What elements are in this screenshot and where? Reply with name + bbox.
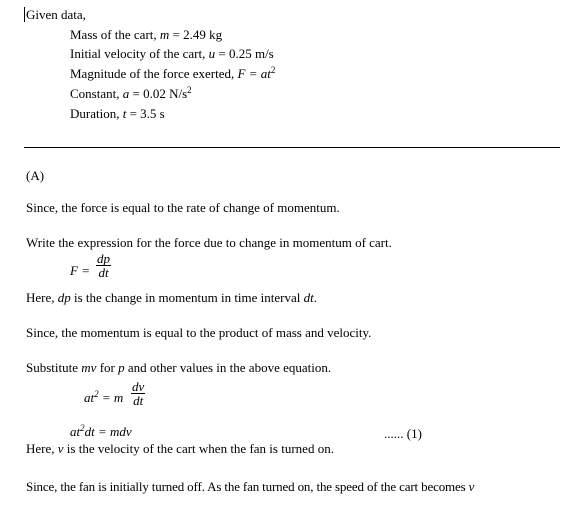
given-force-exp: 2 <box>270 65 276 75</box>
eq1-numerator: dp <box>97 251 110 266</box>
part-a-label: (A) <box>26 168 45 183</box>
line3-var2: dt <box>303 290 314 305</box>
line3-a: Here, <box>26 290 55 305</box>
line5-a: Substitute <box>26 360 79 375</box>
part-a-line4: Since, the momentum is equal to the product of mass and velocity. <box>26 325 372 340</box>
eq3-b: dt = mdv <box>84 424 132 439</box>
given-mass-var: m <box>159 27 170 42</box>
eq2-denominator: dt <box>133 393 144 408</box>
given-force-eq: = at <box>248 66 271 81</box>
line7-a: Since, the fan is initially turned off. As the fan turned on, the speed of the cart becomes <box>26 479 466 494</box>
eq2-numerator: dv <box>132 379 145 394</box>
eq2-fraction <box>131 380 145 407</box>
given-mass <box>70 27 222 43</box>
given-velocity-var: u <box>208 46 216 61</box>
line7-var: v <box>468 479 475 494</box>
line6-b: is the velocity of the cart when the fan is turned on. <box>66 441 334 456</box>
given-mass-value: = 2.49 kg <box>172 27 223 42</box>
line5-b: for <box>99 360 115 375</box>
text-cursor <box>24 7 25 22</box>
eq2-lhs-base: at <box>84 390 95 405</box>
line5-var2: p <box>118 360 125 375</box>
eq1-denominator: dt <box>98 265 109 280</box>
part-a-line6 <box>26 441 334 457</box>
eq2-mid: = m <box>101 390 124 405</box>
line5-c: and other values in the above equation. <box>127 360 332 375</box>
section-divider <box>24 147 560 148</box>
given-force-var: F <box>237 66 246 81</box>
given-constant-label: Constant, <box>70 86 120 101</box>
given-constant <box>70 86 192 102</box>
line6-var: v <box>57 441 64 456</box>
given-mass-label: Mass of the cart, <box>70 27 157 42</box>
given-force <box>70 66 275 82</box>
part-a-line7 <box>26 479 474 495</box>
eq1-fraction <box>96 252 111 279</box>
eq3-exp: 2 <box>80 423 85 433</box>
given-velocity-label: Initial velocity of the cart, <box>70 46 206 61</box>
line5-var1: mv <box>81 360 97 375</box>
eq1-lhs: F = <box>70 263 90 278</box>
given-velocity-value: = 0.25 m/s <box>218 46 274 61</box>
eq2-lhs <box>84 390 123 406</box>
eq2-exp: 2 <box>94 389 99 399</box>
given-constant-value: = 0.02 N/s <box>132 86 188 101</box>
given-heading: Given data, <box>26 7 86 22</box>
part-a-line1: Since, the force is equal to the rate of change of momentum. <box>26 200 340 215</box>
given-constant-var: a <box>122 86 130 101</box>
line3-var1: dp <box>57 290 71 305</box>
given-duration <box>70 106 165 122</box>
eq3-tag: ...... (1) <box>384 426 422 441</box>
part-a-line3 <box>26 290 317 306</box>
line6-a: Here, <box>26 441 55 456</box>
part-a-line2: Write the expression for the force due to change in momentum of cart. <box>26 235 392 250</box>
given-duration-var: t <box>122 106 127 121</box>
given-duration-value: = 3.5 s <box>129 106 165 121</box>
given-velocity <box>70 46 274 62</box>
line3-c: . <box>313 290 318 305</box>
eq3-a: at <box>70 424 81 439</box>
given-constant-exp: 2 <box>187 85 192 95</box>
part-a-line5 <box>26 360 331 376</box>
line3-b: is the change in momentum in time interval <box>74 290 301 305</box>
eq3 <box>70 424 132 440</box>
given-force-label: Magnitude of the force exerted, <box>70 66 235 81</box>
given-duration-label: Duration, <box>70 106 120 121</box>
